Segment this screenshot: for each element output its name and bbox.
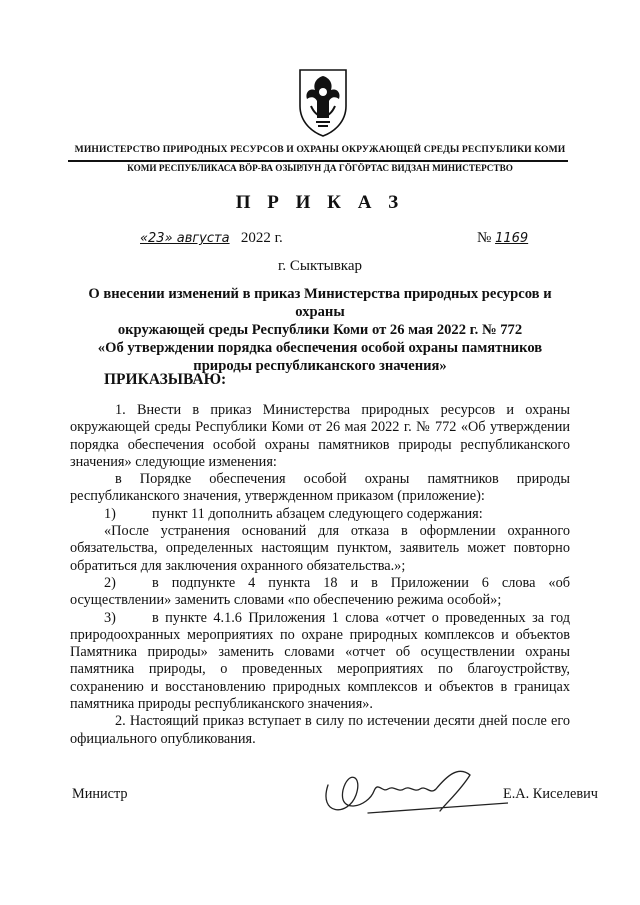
title-line: природы республиканского значения» [193,358,447,374]
list-item-text: пункт 11 дополнить абзацем следующего содержания: [152,505,483,522]
paragraph-3: 2. Настоящий приказ вступает в силу по истечении десяти дней после его официального опубликования. [70,713,570,747]
list-item-2 [70,575,570,610]
list-item-number: 2) [104,574,116,591]
title-line: «Об утверждении порядка обеспечения особой охраны памятников [97,340,543,356]
quoted-text: «После устранения оснований для отказа в оформлении охранного обязательства, определенных настоящим пунктом, заявитель может повторно обратиться для заключения охранного обязательства.»; [70,523,570,574]
list-item-text: в подпункте 4 пункта 18 и в Приложении 6 слова «об осуществлении» заменить словами «по обеспечению режима особой»; [70,574,570,609]
list-item-number: 1) [104,505,116,522]
list-item-1 [70,506,570,523]
handwritten-number: 1169 [495,231,529,246]
paragraph-1: 1. Внести в приказ Министерства природных ресурсов и охраны окружающей среды Республики Коми от 26 мая 2022 г. № 772 «Об утверждении порядка обеспечения особой охраны памятников природы республиканского значения» следующие изменения: [70,402,570,470]
list-item-text: в пункте 4.1.6 Приложения 1 слова «отчет о проведенных за год природоохранных мероприятиях по охране природных комплексов и объектов Памятника природы» заменить словами «отчет об осуществлении охраны памятника природы, о проведенных мероприятиях по благоустройству, сохранению и восстановлению природных комплексов и объектов в границах памятника природы республиканского значения». [70,609,570,713]
order-number [477,230,528,247]
handwritten-signature [308,745,508,825]
title-line: О внесении изменений в приказ Министерства природных ресурсов и охраны [88,286,552,320]
document-type-heading: П Р И К А З [235,192,405,213]
title-line: окружающей среды Республики Коми от 26 мая 2022 г. № 772 [117,322,523,338]
order-date [140,230,283,247]
signatory-name: Е.А. Киселевич [503,786,598,802]
komi-republic-coat-of-arms-icon [296,66,350,138]
paragraph-2: в Порядке обеспечения особой охраны памятников природы республиканского значения, утвержденном приказом (приложение): [70,471,570,505]
ministry-name-russian: МИНИСТЕРСТВО ПРИРОДНЫХ РЕСУРСОВ И ОХРАНЫ ОКРУЖАЮЩЕЙ СРЕДЫ РЕСПУБЛИКИ КОМИ [74,144,566,155]
signatory-position: Министр [72,786,128,802]
order-title [70,285,570,375]
ministry-name-komi: КОМИ РЕСПУБЛИКАСА ВӦР-ВА ОЗЫРЛУН ДА ГӦГӦРТАС ВИДЗАН МИНИСТЕРСТВО [127,163,513,173]
order-year: 2022 г. [240,230,283,246]
handwritten-date: «23» августа [140,231,230,246]
list-item-3 [70,610,570,714]
order-word: ПРИКАЗЫВАЮ: [104,371,227,388]
city: г. Сыктывкар [277,258,363,274]
list-item-number: 3) [104,609,116,626]
header-divider [68,160,568,162]
number-sign: № [477,230,492,246]
order-body [70,402,570,748]
